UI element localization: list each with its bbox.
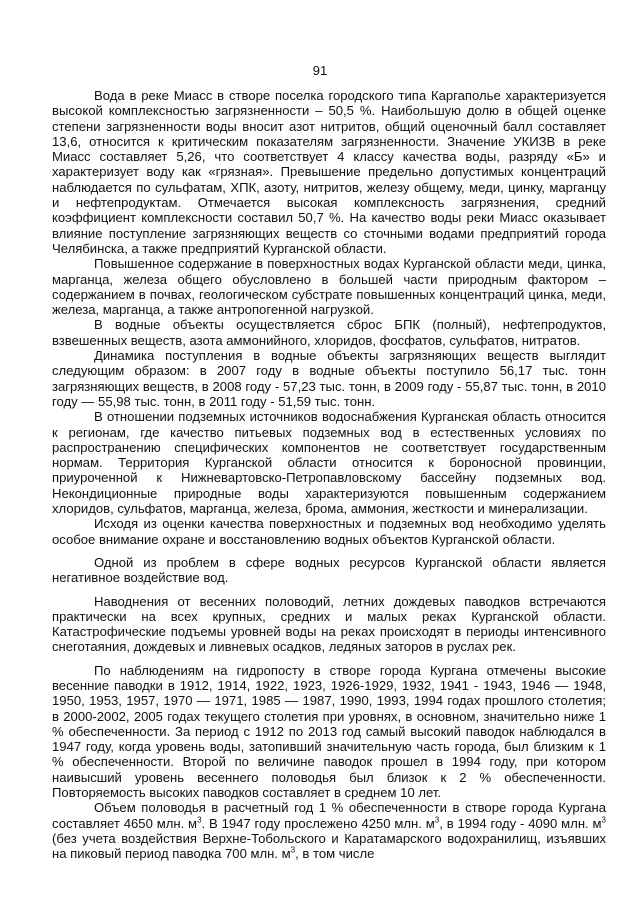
cubic-superscript: 3 [197, 815, 202, 825]
page-number: 91 [312, 63, 328, 78]
paragraph-protection: Исходя из оценки качества поверхностных и подземных вод необходимо уделять особое внимание охране и восстановлению водных объектов Курганской области. [52, 516, 606, 547]
flood-volume-text-1: Объем половодья в расчетный год 1 % обеспеченности в створе города Кургана составляет 4650 млн. м [52, 800, 606, 831]
paragraph-discharge-substances: В водные объекты осуществляется сброс БПК (полный), нефтепродуктов, взвешенных веществ, азота аммонийного, хлоридов, фосфатов, сульфатов, нитратов. [52, 317, 606, 348]
document-body [52, 88, 606, 862]
paragraph-pollution-dynamics: Динамика поступления в водные объекты загрязняющих веществ выглядит следующим образом: в 2007 году в водные объекты поступило 56,17 тыс. тонн загрязняющих веществ, в 2008 году - 57,23 тыс. тонн, в 2009 году - 55,87 тыс. тонн, в 2010 году — 55,98 тыс. тонн, в 2011 году - 51,59 тыс. тонн. [52, 348, 606, 409]
paragraph-heavy-metals: Повышенное содержание в поверхностных водах Курганской области меди, цинка, марганца, железа общего обусловлено в большей части природным фактором – содержанием в почвах, геологическом субстрате повышенных концентраций цинка, меди, железа, марганца, а также антропогенной нагрузкой. [52, 256, 606, 318]
paragraph-groundwater: В отношении подземных источников водоснабжения Курганская область относится к регионам, где качество питьевых подземных вод в естественных условиях по распространению специфических компонентов не соответствует государственным нормам. Территория Курганской области относится к бороносной провинции, приуроченной к Нижневартовско-Петропавловскому бассейну подземных вод. Некондиционные природные воды характеризуются повышенным содержанием хлоридов, сульфатов, марганца, железа, брома, аммония, жесткости и минерализации. [52, 409, 606, 517]
cubic-superscript: 3 [601, 815, 606, 825]
flood-volume-text-2: . В 1947 году прослежено 4250 млн. м [201, 815, 435, 831]
paragraph-floods: Наводнения от весенних половодий, летних дождевых паводков встречаются практически на всех крупных, средних и малых реках Курганской области. Катастрофические подъемы уровней воды на реках происходят в периоды интенсивного снеготаяния, дождевых и ливневых осадков, ледяных заторов в руслах рек. [52, 593, 606, 655]
flood-volume-text-5: , в том числе [295, 846, 375, 862]
cubic-superscript: 3 [434, 815, 440, 825]
paragraph-flood-volume [52, 800, 606, 861]
cubic-superscript: 3 [290, 845, 296, 855]
paragraph-kurgan-observations: По наблюдениям на гидропосту в створе города Кургана отмечены высокие весенние паводки в 1912, 1914, 1922, 1923, 1926-1929, 1932, 1941 - 1943, 1946 — 1948, 1950, 1953, 1957, 1970 — 1971, 1985 — 1987, 1990, 1993, 1994 годах прошлого столетия; в 2000-2002, 2005 годах текущего столетия при уровнях, в основном, значительно ниже 1 % обеспеченности. За период с 1912 по 2013 год самый высокий паводок наблюдался в 1947 году, когда уровень воды, затопивший значительную часть города, был близким к 1 % обеспеченности. Второй по величине паводок прошел в 1994 году, при котором наивысший уровень весеннего половодья был близок к 2 % обеспеченности. Повторяемость высоких паводков составляет в среднем 10 лет. [52, 662, 606, 801]
flood-volume-text-4: (без учета воздействия Верхне-Тобольского и Каратамарского водохранилищ, изъявших на пиковый период паводка 700 млн. м [52, 830, 606, 862]
flood-volume-text-3: , в 1994 году - 4090 млн. м [439, 815, 602, 831]
paragraph-negative-impact: Одной из проблем в сфере водных ресурсов Курганской области является негативное воздействие вод. [52, 554, 606, 586]
paragraph-miass-water-quality: Вода в реке Миасс в створе поселка городского типа Каргаполье характеризуется высокой комплексностью загрязненности – 50,5 %. Наибольшую долю в общей оценке степени загрязненности воды вносит азот нитритов, общий оценочный балл составляет 13,6, относится к критическим показателям загрязненности. Значение УКИЗВ в реке Миасс составляет 5,26, что соответствует 4 классу качества воды, разряду «Б» и характеризует воду как «грязная». Превышение предельно допустимых концентраций наблюдается по сульфатам, ХПК, азоту, нитритов, железу общему, меди, цинку, марганцу и нефтепродуктам. Отмечается высокая комплексность загрязнения, средний коэффициент комплексности составил 50,7 %. На качество воды реки Миасс оказывает влияние поступление загрязняющих веществ со сточными водами предприятий города Челябинска, а также предприятий Курганской области. [52, 88, 606, 256]
